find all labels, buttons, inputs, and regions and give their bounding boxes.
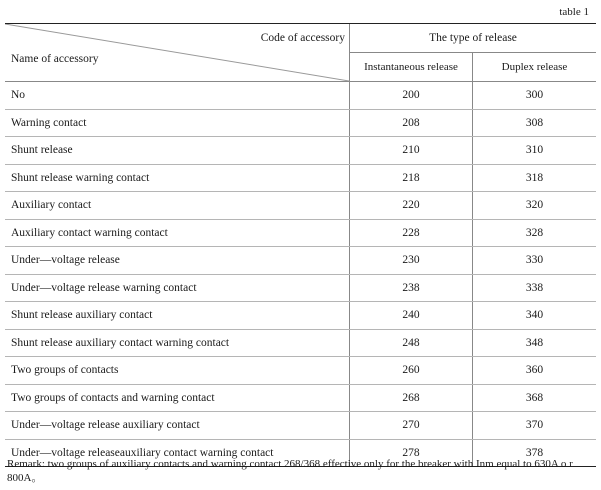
accessory-name: Shunt release warning contact (5, 165, 350, 192)
name-of-accessory-label: Name of accessory (11, 53, 99, 65)
instantaneous-code: 220 (350, 192, 473, 219)
table-header (5, 23, 596, 82)
table-row (5, 82, 596, 110)
instantaneous-code: 230 (350, 247, 473, 274)
instantaneous-code: 248 (350, 330, 473, 357)
table-row (5, 302, 596, 330)
instantaneous-release-header: Instantaneous release (350, 53, 473, 81)
table-body (5, 82, 596, 467)
instantaneous-code: 218 (350, 165, 473, 192)
table-row (5, 192, 596, 220)
table-row (5, 275, 596, 303)
accessory-name: Auxiliary contact warning contact (5, 220, 350, 247)
accessory-name: Under—voltage release auxiliary contact (5, 412, 350, 439)
table-row (5, 110, 596, 138)
accessory-name: Warning contact (5, 110, 350, 137)
instantaneous-code: 260 (350, 357, 473, 384)
accessory-name: Shunt release auxiliary contact warning contact (5, 330, 350, 357)
accessory-name: Under—voltage releaseauxiliary contact warning contact (5, 440, 350, 467)
duplex-code: 308 (525, 116, 544, 129)
accessory-name: Two groups of contacts (5, 357, 350, 384)
table-row (5, 137, 596, 165)
table-row (5, 247, 596, 275)
accessory-name: Shunt release auxiliary contact (5, 302, 350, 329)
accessory-name: Auxiliary contact (5, 192, 350, 219)
table-row (5, 330, 596, 358)
duplex-code: 330 (525, 254, 544, 266)
table-row (5, 357, 596, 385)
code-of-accessory-label: Code of accessory (260, 32, 345, 44)
duplex-code: 368 (525, 391, 544, 404)
accessory-name: No (5, 82, 350, 109)
instantaneous-code: 240 (350, 302, 473, 329)
duplex-code: 320 (525, 199, 544, 211)
table-number-label: table 1 (559, 6, 589, 18)
accessory-name: Under—voltage release warning contact (5, 275, 350, 302)
instantaneous-code: 268 (350, 385, 473, 412)
accessory-name: Two groups of contacts and warning contact (5, 385, 350, 412)
table-remark: Remark: two groups of auxiliary contacts and warning contact 268/368 effective only for the breaker with Inm equal to 630A o r 800A。 (7, 458, 573, 484)
instantaneous-code: 210 (350, 137, 473, 164)
duplex-code: 370 (525, 419, 544, 431)
duplex-code: 340 (525, 309, 544, 321)
instantaneous-code: 278 (350, 440, 473, 467)
diagonal-header-cell (5, 24, 350, 81)
instantaneous-code: 200 (350, 82, 473, 109)
table-row (5, 385, 596, 413)
duplex-code: 310 (525, 144, 544, 156)
accessory-name: Shunt release (5, 137, 350, 164)
accessory-code-table (5, 23, 596, 467)
duplex-code: 360 (525, 364, 544, 376)
duplex-code: 328 (525, 226, 544, 239)
duplex-code: 378 (525, 446, 544, 459)
accessory-name: Under—voltage release (5, 247, 350, 274)
release-type-group (350, 24, 596, 81)
duplex-code: 318 (525, 171, 544, 184)
duplex-release-header: Duplex release (501, 61, 568, 73)
duplex-code: 338 (525, 281, 544, 294)
duplex-code: 300 (525, 89, 544, 101)
release-type-title: The type of release (350, 24, 596, 53)
instantaneous-code: 228 (350, 220, 473, 247)
instantaneous-code: 270 (350, 412, 473, 439)
instantaneous-code: 208 (350, 110, 473, 137)
table-row (5, 220, 596, 248)
duplex-code: 348 (525, 336, 544, 349)
instantaneous-code: 238 (350, 275, 473, 302)
table-row (5, 165, 596, 193)
table-row (5, 412, 596, 440)
